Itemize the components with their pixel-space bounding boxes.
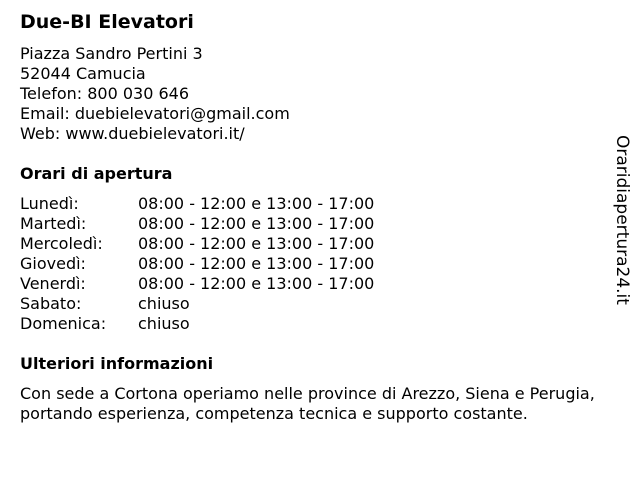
day-hours: chiuso xyxy=(138,294,190,313)
day-hours: 08:00 - 12:00 e 13:00 - 17:00 xyxy=(138,214,375,233)
more-info-heading: Ulteriori informazioni xyxy=(20,354,214,373)
day-label: Venerdì: xyxy=(20,274,86,293)
opening-hours-table xyxy=(20,194,374,334)
opening-hours-heading: Orari di apertura xyxy=(20,164,173,183)
day-label: Lunedì: xyxy=(20,194,79,213)
hours-row-sunday xyxy=(20,314,374,334)
day-hours: 08:00 - 12:00 e 13:00 - 17:00 xyxy=(138,274,375,293)
hours-row-wednesday xyxy=(20,234,374,254)
day-hours: 08:00 - 12:00 e 13:00 - 17:00 xyxy=(138,194,375,213)
contact-block xyxy=(20,44,290,144)
day-label: Mercoledì: xyxy=(20,234,103,253)
hours-row-saturday xyxy=(20,294,374,314)
day-label: Sabato: xyxy=(20,294,82,313)
day-label: Domenica: xyxy=(20,314,107,333)
day-hours: 08:00 - 12:00 e 13:00 - 17:00 xyxy=(138,234,375,253)
day-label: Martedì: xyxy=(20,214,87,233)
watermark-text: Oraridiapertura24.it xyxy=(612,135,632,305)
day-hours: chiuso xyxy=(138,314,190,333)
business-name: Due-BI Elevatori xyxy=(20,11,194,33)
day-hours: 08:00 - 12:00 e 13:00 - 17:00 xyxy=(138,254,375,273)
hours-row-monday xyxy=(20,194,374,214)
hours-row-friday xyxy=(20,274,374,294)
website: Web: www.duebielevatori.it/ xyxy=(20,124,245,143)
city: 52044 Camucia xyxy=(20,64,146,83)
hours-row-thursday xyxy=(20,254,374,274)
street-address: Piazza Sandro Pertini 3 xyxy=(20,44,203,63)
phone-number: Telefon: 800 030 646 xyxy=(20,84,190,103)
hours-row-tuesday xyxy=(20,214,374,234)
email-address: Email: duebielevatori@gmail.com xyxy=(20,104,290,123)
day-label: Giovedì: xyxy=(20,254,86,273)
more-info-text: Con sede a Cortona operiamo nelle province di Arezzo, Siena e Perugia, portando esperienza, competenza tecnica e supporto costante. xyxy=(20,384,595,423)
